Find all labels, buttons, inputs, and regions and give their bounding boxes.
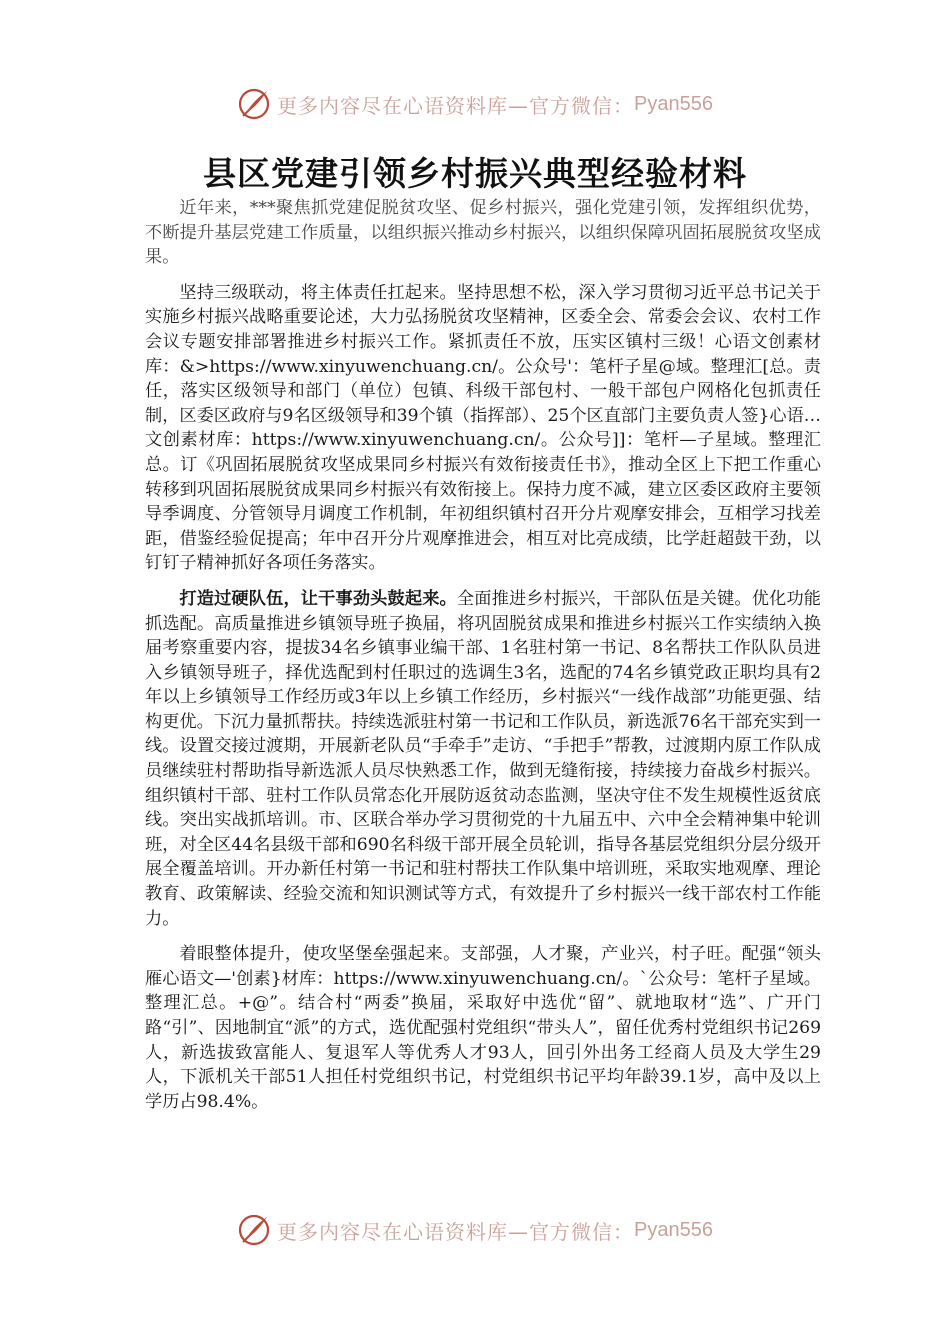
paragraph-overall-improvement: 着眼整体提升，使攻坚堡垒强起来。支部强，人才聚，产业兴，村子旺。配强“领头雁心语文—'创素}材库：https://www.xinyuwenchuang.cn/。`公众号：笔杆子星域。整理汇总。+@”。结合村“两委”换届，采取好中选优“留”、就地取材“选”、广开门路“引”、因地制宜“派”的方式，选优配强村党组织“带头人”，留任优秀村党组织书记269人，新选拔致富能人、复退军人等优秀人才93人，回引外出务工经商人员及大学生29人，下派机关干部51人担任村党组织书记，村党组织书记平均年龄39.1岁，高中及以上学历占98.4%。 (145, 944, 821, 1112)
banner-text: 更多内容尽在心语资料库—官方微信： (277, 1219, 635, 1244)
footer-banner (0, 1210, 950, 1250)
document-title: 县区党建引领乡村振兴典型经验材料 (203, 154, 747, 193)
paragraph-body: 全面推进乡村振兴，干部队伍是关键。优化功能抓选配。高质量推进乡镇领导班子换届，将巩固脱贫成果和推进乡村振兴工作实绩纳入换届考察重要内容，提拔34名乡镇事业编干部、1名驻村第一书记、8名帮扶工作队队员进入乡镇领导班子，择优选配到村任职过的选调生3名，选配的74名乡镇党政正职均具有2年以上乡镇领导工作经历或3年以上乡镇工作经历，乡村振兴“一线作战部”功能更强、结构更优。下沉力量抓帮扶。持续选派驻村第一书记和工作队员，新选派76名干部充实到一线。设置交接过渡期，开展新老队员“手牵手”走访、“手把手”帮教，过渡期内原工作队成员继续驻村帮助指导新选派人员尽快熟悉工作，做到无缝衔接，持续接力奋战乡村振兴。组织镇村干部、驻村工作队员常态化开展防返贫动态监测，坚决守住不发生规模性返贫底线。突出实战抓培训。市、区联合举办学习贯彻党的十九届五中、六中全会精神集中轮训班，对全区44名县级干部和690名科级干部开展全员轮训，指导各基层党组织分层分级开展全覆盖培训。开办新任村第一书记和驻村帮扶工作队集中培训班，采取实地观摩、理论教育、政策解读、经验交流和知识测试等方式，有效提升了乡村振兴一线干部农村工作能力。 (145, 588, 821, 929)
paragraph-team-building (145, 587, 821, 931)
paragraph-heading: 打造过硬队伍，让干事劲头鼓起来。 (179, 588, 457, 609)
header-banner (0, 84, 950, 124)
banner-wechat-id: Pyan556 (634, 92, 713, 115)
document-body (145, 196, 821, 1125)
banner-text: 更多内容尽在心语资料库—官方微信： (277, 93, 635, 118)
quill-logo-icon (237, 87, 271, 121)
intro-paragraph: 近年来，***聚焦抓党建促脱贫攻坚、促乡村振兴，强化党建引领，发挥组织优势，不断提升基层党建工作质量，以组织振兴推动乡村振兴，以组织保障巩固拓展脱贫攻坚成果。 (145, 198, 821, 268)
paragraph-three-level: 坚持三级联动，将主体责任扛起来。坚持思想不松，深入学习贯彻习近平总书记关于实施乡村振兴战略重要论述，大力弘扬脱贫攻坚精神，区委全会、常委会会议、农村工作会议专题安排部署推进乡村振兴工作。紧抓责任不放，压实区镇村三级！心语文创素材库：&>https://www.xinyuwenchuang.cn/。公众号'：笔杆子星@域。整理汇[总。责任，落实区级领导和部门（单位）包镇、科级干部包村、一般干部包户网格化包抓责任制，区委区政府与9名区级领导和39个镇（指挥部）、25个区直部门主要负责人签}心语…文创素材库：https://www.xinyuwenchuang.cn/。公众号]]：笔杆—子星域。整理汇总。订《巩固拓展脱贫攻坚成果同乡村振兴有效衔接责任书》，推动全区上下把工作重心转移到巩固拓展脱贫成果同乡村振兴有效衔接上。保持力度不减，建立区委区政府主要领导季调度、分管领导月调度工作机制，年初组织镇村召开分片观摩安排会，互相学习找差距，借鉴经验促提高；年中召开分片观摩推进会，相互对比亮成绩，比学赶超鼓干劲，以钉钉子精神抓好各项任务落实。 (145, 282, 821, 574)
quill-logo-icon (237, 1213, 271, 1247)
banner-wechat-id: Pyan556 (634, 1218, 713, 1241)
